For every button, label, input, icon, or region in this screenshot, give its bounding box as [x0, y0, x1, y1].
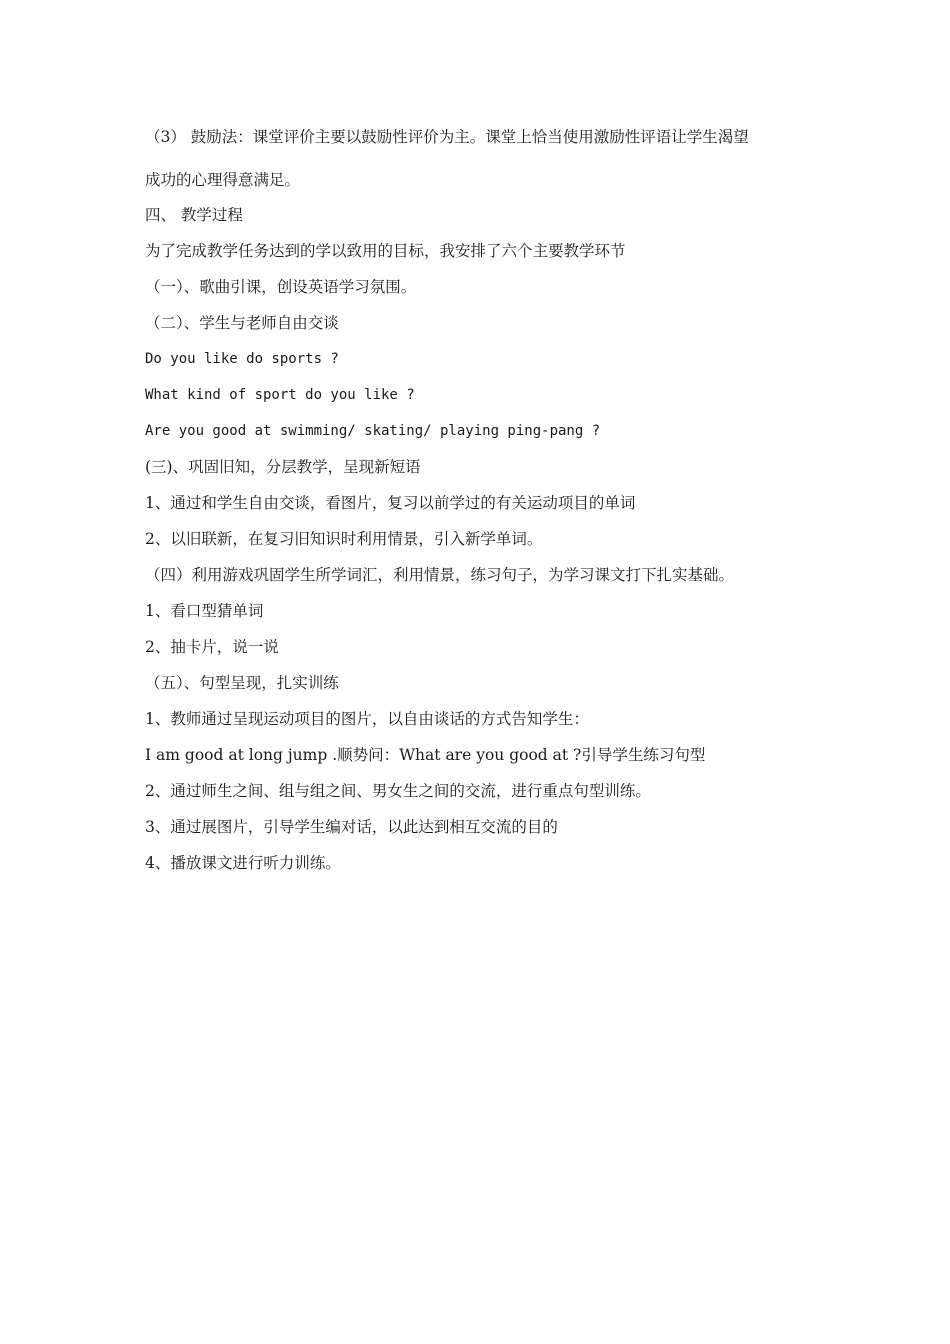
english-question-1: Do you like do sports ?	[145, 351, 339, 367]
list-item: 1、通过和学生自由交谈，看图片，复习以前学过的有关运动项目的单词	[145, 494, 636, 512]
step-heading-3: (三)、巩固旧知，分层教学，呈现新短语	[145, 458, 421, 476]
paragraph-encouragement-continuation: 成功的心理得意满足。	[145, 171, 301, 189]
step-heading-1: （一）、歌曲引课，创设英语学习氛围。	[145, 278, 417, 296]
list-item: 1、看口型猜单词	[145, 602, 264, 620]
english-question-3: Are you good at swimming/ skating/ playing ping-pang ?	[145, 423, 601, 439]
list-item: 1、教师通过呈现运动项目的图片，以自由谈话的方式告知学生：	[145, 710, 589, 728]
list-item: 2、以旧联新，在复习旧知识时利用情景，引入新学单词。	[145, 530, 543, 548]
step-heading-5: （五）、句型呈现，扎实训练	[145, 674, 339, 692]
paragraph-encouragement-method: （3） 鼓励法：课堂评价主要以鼓励性评价为主。课堂上恰当使用激励性评语让学生渴望	[145, 128, 749, 146]
english-question-2: What kind of sport do you like ?	[145, 387, 415, 403]
list-item: 3、通过展图片，引导学生编对话，以此达到相互交流的目的	[145, 818, 558, 836]
paragraph-intro: 为了完成教学任务达到的学以致用的目标，我安排了六个主要教学环节	[145, 242, 626, 260]
list-item: 2、抽卡片，说一说	[145, 638, 279, 656]
list-item: 4、播放课文进行听力训练。	[145, 854, 341, 872]
step-heading-4: （四）利用游戏巩固学生所学词汇，利用情景，练习句子，为学习课文打下扎实基础。	[145, 566, 735, 584]
list-item-mixed-text: I am good at long jump .顺势问：What are you good at ?引导学生练习句型	[145, 746, 706, 764]
step-heading-2: （二）、学生与老师自由交谈	[145, 314, 339, 332]
list-item: 2、通过师生之间、组与组之间、男女生之间的交流，进行重点句型训练。	[145, 782, 651, 800]
section-heading-teaching-process: 四、 教学过程	[145, 206, 243, 224]
